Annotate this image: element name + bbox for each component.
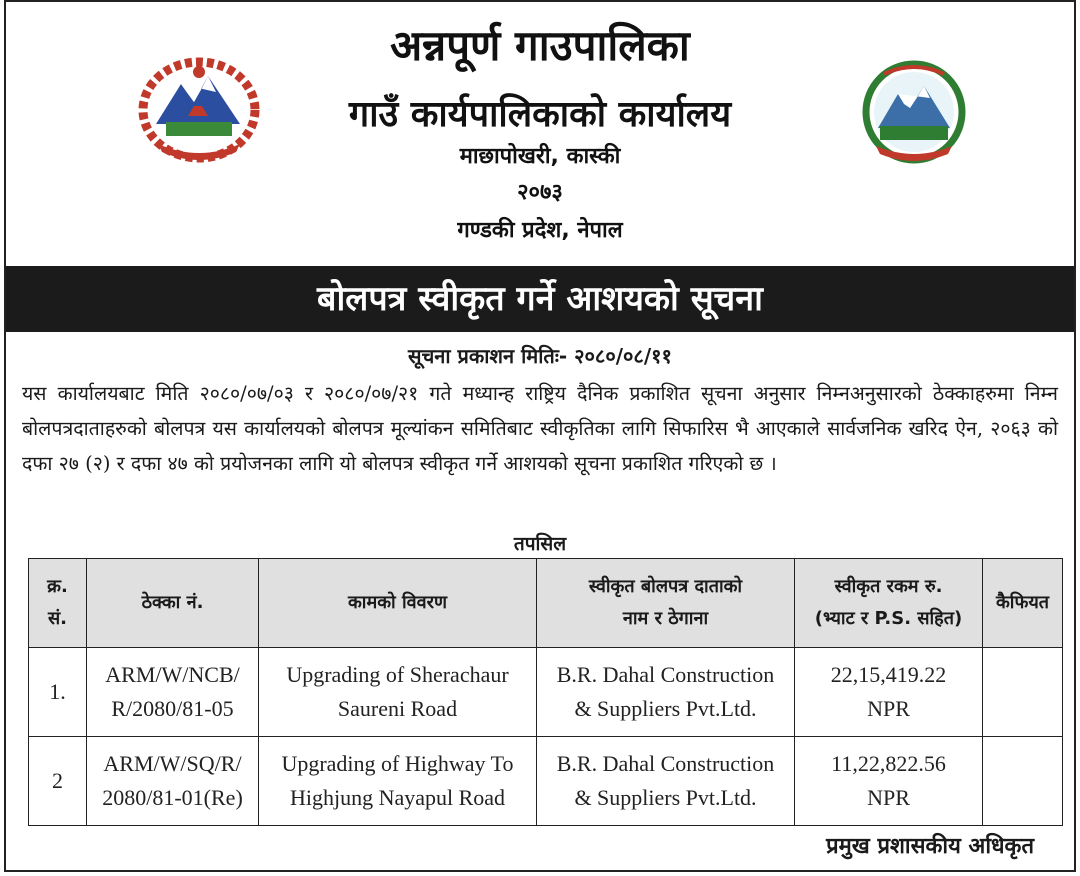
header-bidder: स्वीकृत बोलपत्र दाताको नाम र ठेगाना	[537, 559, 795, 648]
row-amount: 22,15,419.22 NPR	[795, 648, 983, 737]
row-remarks	[983, 648, 1063, 737]
publish-date: सूचना प्रकाशन मितिः- २०८०/०८/११	[408, 344, 672, 368]
signature-title: प्रमुख प्रशासकीय अधिकृत	[826, 834, 1034, 859]
bid-approval-table	[28, 558, 1063, 826]
header-sn: क्र. सं.	[29, 559, 87, 648]
row-contract-no: ARM/W/NCB/ R/2080/81-05	[87, 648, 259, 737]
row-amount: 11,22,822.56 NPR	[795, 737, 983, 826]
header-remarks: कैफियत	[983, 559, 1063, 648]
header-contract-no: ठेक्का नं.	[87, 559, 259, 648]
row-work-description: Upgrading of Sherachaur Saureni Road	[259, 648, 537, 737]
notice-body: यस कार्यालयबाट मिति २०८०/०७/०३ र २०८०/०७/२१ गते मध्यान्ह राष्ट्रिय दैनिक प्रकाशित सूचना अनुसार निम्नअनुसारको ठेक्काहरुमा निम्न बोलपत्रदाताहरुको बोलपत्र यस कार्यालयको बोलपत्र मूल्यांकन समितिबाट स्वीकृतिका लागि सिफारिस भै आएकाले सार्वजनिक खरिद ऐन, २०६३ को दफा २७ (२) र दफा ४७ को प्रयोजनका लागि यो बोलपत्र स्वीकृत गर्ने आशयको सूचना प्रकाशित गरिएको छ ।	[22, 382, 1058, 475]
row-contract-no: ARM/W/SQ/R/ 2080/81-01(Re)	[87, 737, 259, 826]
row-bidder: B.R. Dahal Construction & Suppliers Pvt.Ltd.	[537, 648, 795, 737]
office-location: माछापोखरी, कास्की	[459, 144, 621, 169]
schedule-label: तपसिल	[513, 533, 567, 555]
table-header-row	[29, 559, 1063, 648]
table-row	[29, 648, 1063, 737]
header-amount: स्वीकृत रकम रु. (भ्याट र P.S. सहित)	[795, 559, 983, 648]
established-year: २०७३	[517, 180, 563, 205]
province-line: गण्डकी प्रदेश, नेपाल	[457, 218, 623, 243]
notice-page	[4, 0, 1076, 872]
notice-title-banner: बोलपत्र स्वीकृत गर्ने आशयको सूचना	[6, 266, 1074, 332]
row-sn: 2	[29, 737, 87, 826]
notice-header	[6, 2, 1074, 264]
row-bidder: B.R. Dahal Construction & Suppliers Pvt.Ltd.	[537, 737, 795, 826]
office-name: गाउँ कार्यपालिकाको कार्यालय	[348, 94, 732, 135]
header-work-description: कामको विवरण	[259, 559, 537, 648]
row-remarks	[983, 737, 1063, 826]
table-row	[29, 737, 1063, 826]
municipality-name: अन्नपूर्ण गाउपालिका	[390, 21, 690, 70]
row-sn: 1.	[29, 648, 87, 737]
row-work-description: Upgrading of Highway To Highjung Nayapul Road	[259, 737, 537, 826]
